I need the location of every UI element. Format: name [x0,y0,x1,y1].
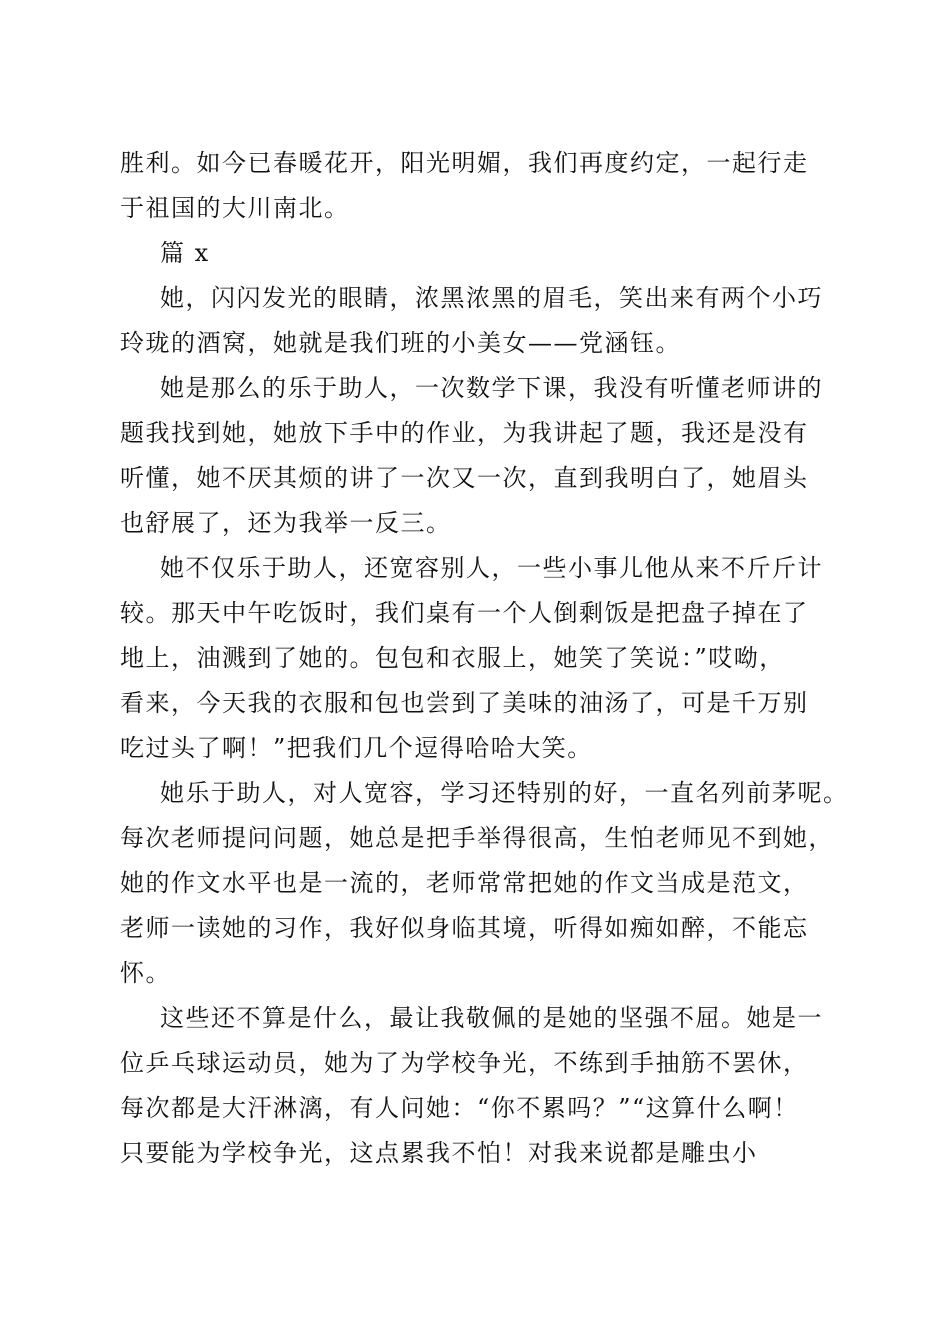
text-line: 这些还不算是什么，最让我敬佩的是她的坚强不屈。她是一 [160,1004,823,1032]
text-line: 于祖国的大川南北。 [120,194,350,222]
text-line: 胜利。如今已春暖花开，阳光明媚，我们再度约定，一起行走 [120,149,809,177]
text-line: 只要能为学校争光，这点累我不怕！对我来说都是雕虫小 [120,1139,758,1167]
text-line: 她不仅乐于助人，还宽容别人，一些小事儿他从来不斤斤计 [160,554,823,582]
text-line: 她的作文水平也是一流的，老师常常把她的作文当成是范文， [120,869,809,897]
text-line: 位乒乓球运动员，她为了为学校争光，不练到手抽筋不罢休， [120,1049,809,1077]
text-line: 她乐于助人，对人宽容，学习还特别的好，一直名列前茅呢。 [160,779,849,807]
text-line: 吃过头了啊！”把我们几个逗得哈哈大笑。 [120,734,593,762]
text-line: 老师一读她的习作，我好似身临其境，听得如痴如醉，不能忘 [120,914,809,942]
text-line: 玲珑的酒窝，她就是我们班的小美女——党涵钰。 [120,329,681,357]
text-line: 看来，今天我的衣服和包也尝到了美味的油汤了，可是千万别 [120,689,809,717]
text-line: 听懂，她不厌其烦的讲了一次又一次，直到我明白了，她眉头 [120,464,809,492]
text-line: 她，闪闪发光的眼睛，浓黑浓黑的眉毛，笑出来有两个小巧 [160,284,823,312]
text-line: 每次都是大汗淋漓，有人问她：“你不累吗？”“这算什么啊！ [120,1094,799,1122]
text-line: 地上，油溅到了她的。包包和衣服上，她笑了笑说：”哎呦， [120,644,785,672]
text-line: 题我找到她，她放下手中的作业，为我讲起了题，我还是没有 [120,419,809,447]
section-heading: 篇 x [160,239,210,267]
text-line: 较。那天中午吃饭时，我们桌有一个人倒剩饭是把盘子掉在了 [120,599,809,627]
text-line: 每次老师提问问题，她总是把手举得很高，生怕老师见不到她， [120,824,834,852]
text-line: 她是那么的乐于助人，一次数学下课，我没有听懂老师讲的 [160,374,823,402]
text-line: 怀。 [120,959,171,987]
text-line: 也舒展了，还为我举一反三。 [120,509,452,537]
